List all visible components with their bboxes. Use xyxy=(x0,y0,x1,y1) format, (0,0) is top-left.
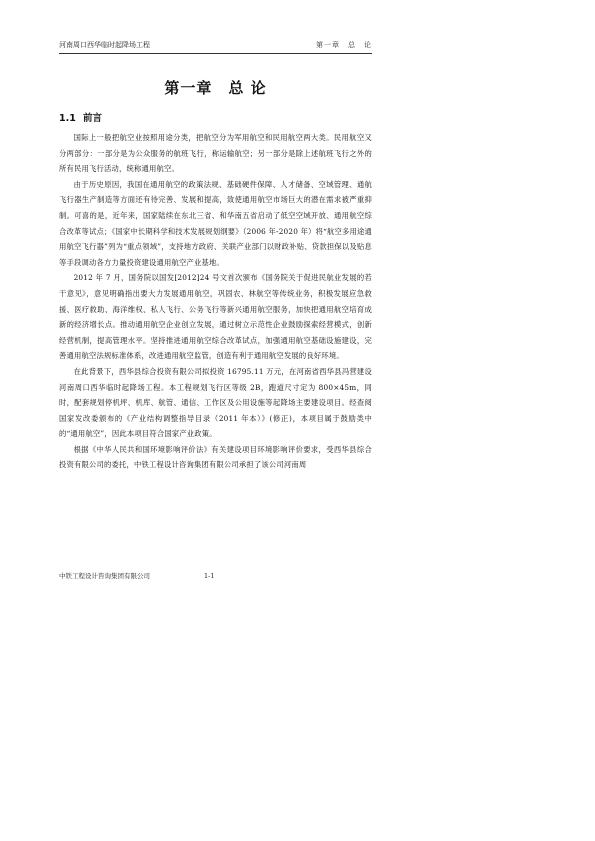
page-number: 1-1 xyxy=(204,572,215,580)
chapter-title: 第一章 总 论 xyxy=(164,79,267,97)
section-title: 前言 xyxy=(83,113,103,124)
paragraph: 国际上一般把航空业按照用途分类，把航空分为军用航空和民用航空两大类。民用航空又分两部分：一部分是为公众服务的航班飞行，称运输航空；另一部分是除上述航班飞行之外的所有民用飞行活动，统称通用航空。 xyxy=(59,133,372,174)
running-header-left: 河南周口西华临时起降场工程 xyxy=(59,41,150,49)
paragraph: 在此背景下，西华县综合投资有限公司拟投资 16795.11 万元，在河南省西华县冯营建设河南周口西华临时起降场工程。本工程规划飞行区等级 2B，跑道尺寸定为 800×45m，同时，配套规划停机坪、机库、航管、通信、工作区及公用设施等起降场主要建设项目。经查阅国家发改委颁布的《产业结构调整指导目录（2011 年本）》(修正)，本项目属于鼓励类中的“通用航空”，因此本项目符合国家产业政策。 xyxy=(59,366,372,439)
paragraph: 由于历史原因，我国在通用航空的政策法规、基础硬件保障、人才储备、空域管理、通航飞行器生产制造等方面还有待完善、发展和提高，致使通用航空市场巨大的潜在需求被严重抑制。可喜的是，近年来，国家陆续在东北三省、和华南五省启动了低空空域开放、通用航空综合改革等试点；《国家中长期科学和技术发展规划纲要》（2006 年-2020 年）将“航空多用途通用航空飞行器”列为“重点领域”，支持地方政府、关联产业部门以财政补贴、贷款担保以及贴息等手段调动各方力量投资建设通用航空产业基地。 xyxy=(59,179,372,267)
body-text xyxy=(59,130,372,473)
header-divider xyxy=(59,53,372,54)
footer-company: 中铁工程设计咨询集团有限公司 xyxy=(59,572,150,580)
paragraph: 2012 年 7 月，国务院以国发[2012]24 号文首次颁布《国务院关于促进民航业发展的若干意见》，意见明确指出要大力发展通用航空，巩固农、林航空等传统业务，积极发展应急救援、医疗救助、海洋维权、私人飞行、公务飞行等新兴通用航空服务，加快把通用航空培育成新的经济增长点。推动通用航空企业创立发展，通过树立示范性企业鼓励探索经营模式，创新经营机制，提高管理水平。坚持推进通用航空综合改革试点，加强通用航空基础设施建设，完善通用航空法规标准体系，改进通用航空监管，创造有利于通用航空发展的良好环境。 xyxy=(59,273,372,361)
section-heading xyxy=(59,112,102,125)
paragraph: 根据《中华人民共和国环境影响评价法》有关建设项目环境影响评价要求，受西华县综合投资有限公司的委托，中铁工程设计咨询集团有限公司承担了该公司河南周 xyxy=(59,444,372,470)
section-number: 1.1 xyxy=(59,113,76,124)
running-header-right: 第一章 总 论 xyxy=(316,41,372,49)
